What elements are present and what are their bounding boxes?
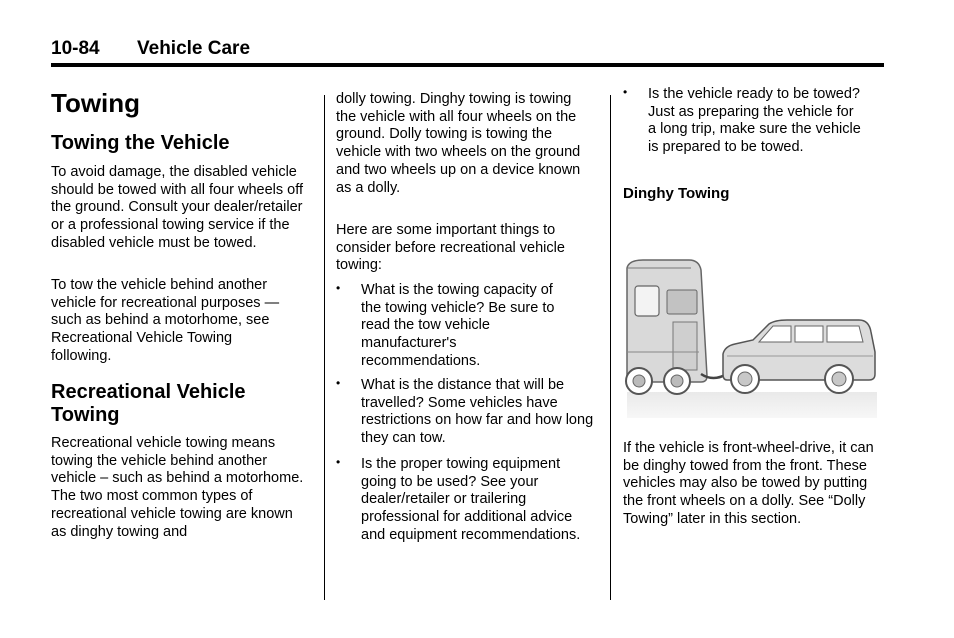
list-item-text: Is the proper towing equipment going to be used? See your dealer/retailer or trailering professional for additional advice and equipment recommendations.	[361, 456, 581, 543]
paragraph-considerations: Here are some important things to consider before recreational vehicle towing:	[336, 222, 565, 274]
section-title: Vehicle Care	[137, 38, 251, 59]
list-item-text: Is the vehicle ready to be towed? Just as preparing the vehicle for a long trip, make sure the vehicle is prepared to be towed.	[648, 86, 861, 156]
paragraph-tow-behind: To tow the vehicle behind another vehicle for recreational purposes — such as behind a motorhome, see Recreational Vehicle Towing following.	[51, 277, 280, 364]
paragraph-rv-towing: Recreational vehicle towing means towing the vehicle behind another vehicle – such as behind a motorhome. The two most common types of recreational vehicle towing are known as dinghy towing and	[51, 435, 304, 540]
page-title: Towing	[51, 88, 141, 118]
motorhome-towing-illustration	[623, 224, 880, 424]
towing-illustration-svg	[623, 224, 880, 424]
paragraph-front-wheel-drive: If the vehicle is front-wheel-drive, it can be dinghy towed from the front. These vehicles may also be towed by putting the front wheels on a dolly. See “Dolly Towing” later in this section.	[623, 440, 874, 527]
heading-recreational-vehicle-towing: Recreational Vehicle Towing	[51, 381, 246, 426]
bullet-icon: •	[336, 455, 341, 469]
heading-dinghy-towing: Dinghy Towing	[623, 185, 730, 202]
paragraph-dolly-towing: dolly towing. Dinghy towing is towing the vehicle with all four wheels on the ground. Dolly towing is towing the vehicle with two wheels on the ground and two wheels up on a device known as a dolly.	[336, 91, 581, 196]
column-divider-2	[610, 95, 611, 600]
list-item-text: What is the towing capacity of the towing vehicle? Be sure to read the tow vehicle manufacturer's recommendations.	[361, 282, 555, 369]
bullet-icon: •	[623, 85, 628, 99]
column-divider-1	[324, 95, 325, 600]
bullet-icon: •	[336, 376, 341, 390]
ground-icon	[627, 392, 877, 418]
paragraph-avoid-damage: To avoid damage, the disabled vehicle should be towed with all four wheels off the ground. Consult your dealer/retailer or a professional towing service if the disabled vehicle must be towed.	[51, 164, 304, 251]
page-header	[51, 38, 884, 64]
motorhome-icon	[626, 260, 707, 394]
bullet-icon: •	[336, 281, 341, 295]
page-number: 10-84	[51, 38, 100, 59]
list-item-text: What is the distance that will be travelled? Some vehicles have restrictions on how far and how long they can tow.	[361, 377, 594, 447]
header-rule	[51, 63, 884, 67]
heading-towing-the-vehicle: Towing the Vehicle	[51, 132, 230, 154]
